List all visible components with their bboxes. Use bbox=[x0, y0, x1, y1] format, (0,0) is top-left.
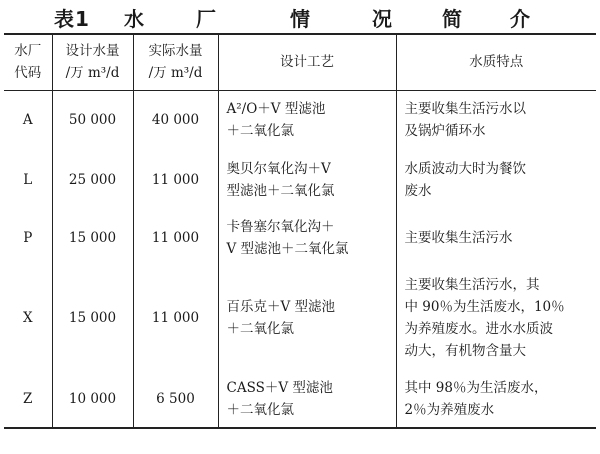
cell-water-quality bbox=[396, 150, 596, 210]
header-actual-capacity-unit: /万 m³/d bbox=[148, 65, 203, 82]
table-body bbox=[4, 90, 596, 428]
cell-water-quality bbox=[396, 370, 596, 428]
header-plant-code-line2: 代码 bbox=[14, 65, 42, 82]
cell-design-capacity: 15 000 bbox=[52, 210, 133, 266]
cell-water-quality bbox=[396, 266, 596, 370]
cell-actual-capacity: 6 500 bbox=[133, 370, 218, 428]
cell-water-quality bbox=[396, 90, 596, 150]
header-plant-code-line1: 水厂 bbox=[14, 43, 42, 60]
cell-quality-line: 及锅炉循环水 bbox=[404, 123, 486, 140]
cell-quality-line: 为养殖废水。进水水质波 bbox=[404, 321, 553, 337]
table-header bbox=[4, 34, 596, 90]
cell-plant-code: A bbox=[4, 90, 52, 150]
cell-actual-capacity: 11 000 bbox=[133, 266, 218, 370]
cell-design-capacity: 25 000 bbox=[52, 150, 133, 210]
cell-quality-line: 主要收集生活污水以 bbox=[404, 101, 526, 118]
cell-design-capacity: 10 000 bbox=[52, 370, 133, 428]
cell-quality-line: 中 90％为生活废水，10％ bbox=[404, 299, 565, 315]
cell-quality-line: 其中 98％为生活废水， bbox=[404, 379, 548, 396]
cell-process bbox=[218, 150, 396, 210]
cell-quality-line: 废水 bbox=[404, 183, 432, 199]
header-plant-code bbox=[4, 34, 52, 90]
cell-process-line: 型滤池＋二氧化氯 bbox=[226, 183, 335, 199]
cell-process-line: 卡鲁塞尔氧化沟＋ bbox=[226, 219, 335, 235]
header-design-capacity bbox=[52, 34, 133, 90]
table-row bbox=[4, 266, 596, 370]
cell-water-quality bbox=[396, 210, 596, 266]
table-row bbox=[4, 370, 596, 428]
header-design-capacity-unit: /万 m³/d bbox=[65, 65, 120, 82]
table-row bbox=[4, 150, 596, 210]
cell-process bbox=[218, 370, 396, 428]
cell-process-line: ＋二氧化氯 bbox=[226, 123, 294, 140]
cell-process-line: 百乐克＋V 型滤池 bbox=[226, 299, 336, 315]
table-row bbox=[4, 90, 596, 150]
cell-quality-line: 主要收集生活污水，其 bbox=[404, 277, 540, 293]
cell-design-capacity: 15 000 bbox=[52, 266, 133, 370]
cell-actual-capacity: 40 000 bbox=[133, 90, 218, 150]
cell-quality-line: 主要收集生活污水 bbox=[404, 230, 513, 246]
caption-table-number: 表1 bbox=[54, 7, 90, 31]
cell-process bbox=[218, 266, 396, 370]
plant-info-table bbox=[4, 33, 596, 429]
caption-char: 介 bbox=[510, 7, 531, 31]
caption-char: 厂 bbox=[196, 7, 217, 31]
header-actual-capacity-line1: 实际水量 bbox=[148, 43, 203, 60]
cell-actual-capacity: 11 000 bbox=[133, 210, 218, 266]
caption-char: 况 bbox=[372, 7, 393, 31]
cell-process-line: ＋二氧化氯 bbox=[226, 401, 294, 418]
header-water-quality: 水质特点 bbox=[396, 34, 596, 90]
cell-process-line: A²/O＋V 型滤池 bbox=[226, 101, 326, 118]
cell-quality-line: 动大，有机物含量大 bbox=[404, 343, 526, 359]
cell-process-line: 奥贝尔氧化沟＋V bbox=[226, 161, 331, 177]
cell-plant-code: L bbox=[4, 150, 52, 210]
table-row bbox=[4, 210, 596, 266]
cell-quality-line: 2％为养殖废水 bbox=[404, 401, 495, 418]
header-actual-capacity bbox=[133, 34, 218, 90]
cell-plant-code: Z bbox=[4, 370, 52, 428]
cell-actual-capacity: 11 000 bbox=[133, 150, 218, 210]
table-caption bbox=[0, 0, 600, 34]
cell-process bbox=[218, 210, 396, 266]
cell-process-line: V 型滤池＋二氧化氯 bbox=[226, 241, 349, 257]
cell-process-line: CASS＋V 型滤池 bbox=[226, 379, 333, 396]
cell-plant-code: P bbox=[4, 210, 52, 266]
cell-process bbox=[218, 90, 396, 150]
caption-char: 情 bbox=[290, 7, 311, 31]
header-row bbox=[4, 34, 596, 90]
header-design-capacity-line1: 设计水量 bbox=[65, 43, 120, 60]
cell-process-line: ＋二氧化氯 bbox=[226, 321, 294, 337]
cell-design-capacity: 50 000 bbox=[52, 90, 133, 150]
caption-char: 简 bbox=[442, 7, 463, 31]
header-process: 设计工艺 bbox=[218, 34, 396, 90]
cell-quality-line: 水质波动大时为餐饮 bbox=[404, 161, 526, 177]
cell-plant-code: X bbox=[4, 266, 52, 370]
caption-char: 水 bbox=[124, 7, 145, 31]
